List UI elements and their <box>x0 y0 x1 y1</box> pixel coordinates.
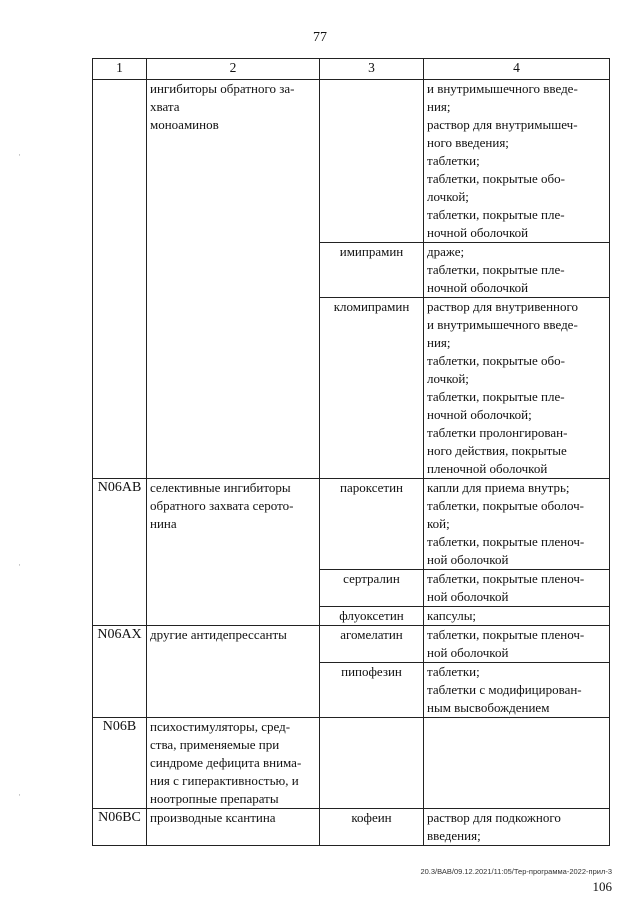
drug-cell: кломипрамин <box>320 298 424 479</box>
table-header-row <box>93 59 610 80</box>
form-line: ночной оболочкой <box>427 280 529 295</box>
form-line: ния; <box>427 99 451 114</box>
form-line: таблетки, покрытые пленоч- <box>427 534 585 549</box>
dosage-forms-cell <box>424 626 610 663</box>
form-line: таблетки; <box>427 664 480 679</box>
table-row <box>93 718 610 809</box>
table-row <box>93 809 610 846</box>
form-line: таблетки пролонгирован- <box>427 425 568 440</box>
drug-cell: сертралин <box>320 570 424 607</box>
form-line: лочкой; <box>427 189 469 204</box>
table-row <box>93 80 610 243</box>
form-line: таблетки, покрытые пле- <box>427 207 565 222</box>
margin-mark: · <box>18 790 21 800</box>
drug-cell: пипофезин <box>320 663 424 718</box>
group-line: моноаминов <box>150 117 219 132</box>
dosage-forms-cell <box>424 663 610 718</box>
drug-cell <box>320 80 424 243</box>
dosage-forms-cell <box>424 243 610 298</box>
form-line: драже; <box>427 244 465 259</box>
dosage-forms-cell <box>424 298 610 479</box>
group-line: хвата <box>150 99 180 114</box>
atc-code-cell: N06AX <box>93 626 147 718</box>
group-cell <box>147 80 320 479</box>
group-line: другие антидепрессанты <box>150 627 287 642</box>
form-line: таблетки, покрытые пленоч- <box>427 571 585 586</box>
form-line: ного введения; <box>427 135 509 150</box>
form-line: пленочной оболочкой <box>427 461 548 476</box>
document-footer-code: 20.3/ВАВ/09.12.2021/11:05/Тер-программа-2022-прил-3 <box>420 867 612 876</box>
form-line: кой; <box>427 516 450 531</box>
group-cell <box>147 718 320 809</box>
margin-mark: · <box>18 150 21 160</box>
atc-code-cell: N06B <box>93 718 147 809</box>
form-line: таблетки, покрытые пленоч- <box>427 627 585 642</box>
table-row <box>93 626 610 663</box>
group-line: селективные ингибиторы <box>150 480 291 495</box>
drug-cell: кофеин <box>320 809 424 846</box>
group-line: ния с гиперактивностью, и <box>150 773 299 788</box>
atc-code-cell: N06AB <box>93 479 147 626</box>
medication-table-container <box>92 58 609 846</box>
dosage-forms-cell <box>424 607 610 626</box>
form-line: раствор для подкожного <box>427 810 561 825</box>
drug-cell: агомелатин <box>320 626 424 663</box>
dosage-forms-cell <box>424 80 610 243</box>
column-header: 4 <box>424 59 610 80</box>
form-line: ной оболочкой <box>427 552 509 567</box>
form-line: и внутримышечного введе- <box>427 317 578 332</box>
column-header: 1 <box>93 59 147 80</box>
form-line: и внутримышечного введе- <box>427 81 578 96</box>
column-header: 3 <box>320 59 424 80</box>
form-line: таблетки, покрытые обо- <box>427 171 565 186</box>
form-line: таблетки, покрытые пле- <box>427 262 565 277</box>
dosage-forms-cell <box>424 479 610 570</box>
form-line: ного действия, покрытые <box>427 443 567 458</box>
form-line: лочкой; <box>427 371 469 386</box>
atc-code-cell: N06BC <box>93 809 147 846</box>
form-line: капли для приема внутрь; <box>427 480 570 495</box>
group-line: психостимуляторы, сред- <box>150 719 291 734</box>
table-row <box>93 479 610 570</box>
dosage-forms-cell <box>424 809 610 846</box>
form-line: ным высвобождением <box>427 700 550 715</box>
group-cell <box>147 479 320 626</box>
group-line: ноотропные препараты <box>150 791 279 806</box>
dosage-forms-cell <box>424 718 610 809</box>
form-line: ной оболочкой <box>427 589 509 604</box>
medication-table <box>92 58 610 846</box>
form-line: раствор для внутримышеч- <box>427 117 578 132</box>
group-line: нина <box>150 516 177 531</box>
page-number-bottom: 106 <box>592 879 612 894</box>
form-line: введения; <box>427 828 481 843</box>
form-line: ния; <box>427 335 451 350</box>
drug-cell <box>320 718 424 809</box>
drug-cell: флуоксетин <box>320 607 424 626</box>
form-line: таблетки, покрытые пле- <box>427 389 565 404</box>
group-line: ингибиторы обратного за- <box>150 81 295 96</box>
form-line: таблетки; <box>427 153 480 168</box>
form-line: таблетки, покрытые обо- <box>427 353 565 368</box>
dosage-forms-cell <box>424 570 610 607</box>
form-line: капсулы; <box>427 608 477 623</box>
column-header: 2 <box>147 59 320 80</box>
form-line: ночной оболочкой <box>427 225 529 240</box>
form-line: раствор для внутривенного <box>427 299 578 314</box>
group-line: обратного захвата серото- <box>150 498 294 513</box>
group-line: ства, применяемые при <box>150 737 280 752</box>
form-line: таблетки, покрытые оболоч- <box>427 498 585 513</box>
page-number-top: 77 <box>313 30 327 45</box>
drug-cell: пароксетин <box>320 479 424 570</box>
form-line: ночной оболочкой; <box>427 407 532 422</box>
atc-code-cell <box>93 80 147 479</box>
margin-mark: · <box>18 560 21 570</box>
group-cell <box>147 626 320 718</box>
form-line: ной оболочкой <box>427 645 509 660</box>
group-cell <box>147 809 320 846</box>
form-line: таблетки с модифицирован- <box>427 682 582 697</box>
group-line: производные ксантина <box>150 810 276 825</box>
group-line: синдроме дефицита внима- <box>150 755 302 770</box>
drug-cell: имипрамин <box>320 243 424 298</box>
